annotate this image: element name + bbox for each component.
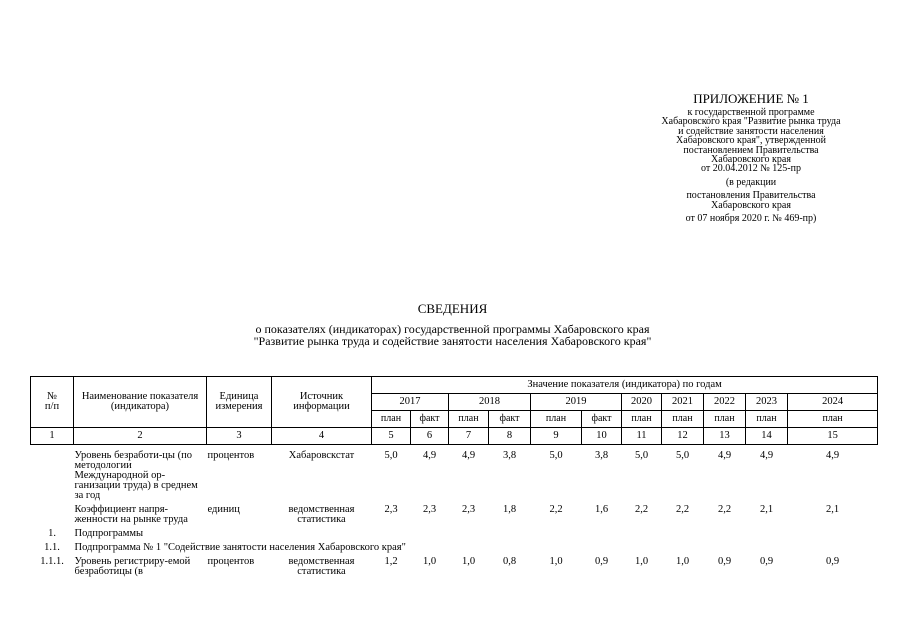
header-year: 2019: [531, 394, 622, 411]
appendix-line: Хабаровского края "Развитие рынка труда: [661, 116, 841, 128]
column-number: 4: [272, 428, 372, 445]
section-row: [31, 539, 878, 553]
subtitle-line-1: о показателях (индикаторах) государственной программы Хабаровского края: [255, 322, 650, 336]
indicator-value: 2,3: [384, 504, 398, 515]
indicator-value: 2,2: [634, 504, 649, 515]
appendix-block: [620, 92, 882, 223]
header-values-by-year: Значение показателя (индикатора) по годам: [372, 377, 878, 394]
indicator-value: 0,9: [826, 556, 840, 567]
document-subtitle: [0, 323, 905, 347]
indicator-value: 5,0: [675, 450, 690, 461]
indicator-value: 4,9: [422, 450, 437, 461]
header-fact: факт: [489, 411, 531, 428]
header-plan: план: [704, 411, 746, 428]
table-row: [31, 553, 878, 577]
indicator-name: Коэффициент напря-женности на рынке труда: [74, 504, 188, 525]
indicator-value: 4,9: [759, 450, 774, 461]
document-title: СВЕДЕНИЯ: [417, 301, 488, 316]
appendix-line: Хабаровского края", утвержденной: [676, 135, 826, 147]
header-year: 2023: [746, 394, 788, 411]
header-year: 2022: [704, 394, 746, 411]
indicator-value: 5,0: [384, 450, 398, 461]
column-number: 2: [74, 428, 207, 445]
indicator-value: 1,8: [502, 504, 517, 515]
header-year: 2017: [372, 394, 449, 411]
appendix-line: постановлением Правительства: [683, 144, 819, 156]
header-year: 2021: [662, 394, 704, 411]
column-number: 7: [449, 428, 489, 445]
indicator-value: 4,9: [461, 450, 476, 461]
indicator-value: 1,0: [461, 556, 476, 567]
header-plan: план: [622, 411, 662, 428]
header-fact: факт: [582, 411, 622, 428]
column-number: 10: [582, 428, 622, 445]
row-number: [31, 501, 74, 525]
indicator-value: 0,9: [759, 556, 774, 567]
header-num: № п/п: [31, 377, 74, 428]
appendix-line: к государственной программе: [687, 107, 815, 118]
indicator-value: 2,3: [461, 504, 476, 515]
row-number: 1.1.1.: [40, 556, 64, 567]
header-plan: план: [449, 411, 489, 428]
indicator-value: 2,1: [759, 504, 774, 515]
column-number: 12: [662, 428, 704, 445]
indicator-source: Хабаровскстат: [288, 450, 355, 461]
header-plan: план: [531, 411, 582, 428]
header-year: 2024: [788, 394, 878, 411]
edition-line: (в редакции: [725, 176, 777, 188]
header-plan: план: [746, 411, 788, 428]
indicators-table: [30, 376, 878, 577]
indicator-value: 1,0: [634, 556, 649, 567]
column-number: 13: [704, 428, 746, 445]
header-year: 2018: [449, 394, 531, 411]
subprogram-title: Подпрограмма № 1 "Содействие занятости населения Хабаровского края": [74, 542, 406, 553]
section-number: 1.1.: [44, 542, 60, 553]
indicator-source: ведомственная статистика: [288, 556, 355, 577]
indicator-value: 5,0: [634, 450, 649, 461]
indicator-value: 3,8: [594, 450, 609, 461]
edition-line: постановления Правительства: [686, 190, 816, 202]
header-year: 2020: [622, 394, 662, 411]
header-plan: план: [788, 411, 878, 428]
indicator-value: 0,8: [502, 556, 517, 567]
indicator-value: 2,2: [549, 504, 563, 515]
appendix-line: от 20.04.2012 № 125-пр: [701, 163, 801, 175]
indicator-value: 2,3: [422, 504, 437, 515]
column-number: 3: [207, 428, 272, 445]
column-number: 14: [746, 428, 788, 445]
indicator-value: 1,0: [675, 556, 690, 567]
indicator-value: 1,6: [594, 504, 609, 515]
indicator-name: Уровень безработи-цы (по методологии Международной ор-ганизации труда) в среднем за год: [74, 450, 198, 501]
indicator-value: 4,9: [826, 450, 840, 461]
section-number: 1.: [48, 528, 56, 539]
header-plan: план: [372, 411, 411, 428]
indicator-value: 5,0: [549, 450, 563, 461]
indicator-value: 1,2: [384, 556, 398, 567]
edition-line: от 07 ноября 2020 г. № 469-пр): [685, 213, 817, 225]
indicator-source: ведомственная статистика: [288, 504, 355, 525]
table-row: [31, 501, 878, 525]
header-unit: Единица измерения: [207, 377, 272, 428]
indicator-value: 1,0: [422, 556, 437, 567]
indicator-value: 2,2: [717, 504, 732, 515]
indicator-value: 4,9: [717, 450, 732, 461]
subtitle-line-2: "Развитие рынка труда и содействие занятости населения Хабаровского края": [253, 334, 652, 348]
appendix-line: и содействие занятости населения: [678, 125, 824, 137]
header-plan: план: [662, 411, 704, 428]
indicator-unit: процентов: [207, 450, 255, 461]
indicator-value: 0,9: [594, 556, 609, 567]
section-title: Подпрограммы: [74, 528, 144, 539]
appendix-title: ПРИЛОЖЕНИЕ № 1: [693, 91, 809, 106]
column-number: 15: [788, 428, 878, 445]
header-name: Наименование показателя (индикатора): [74, 377, 207, 428]
row-number: [31, 445, 74, 502]
column-number: 11: [622, 428, 662, 445]
table-row: [31, 445, 878, 502]
indicator-value: 2,2: [675, 504, 690, 515]
edition-line: Хабаровского края: [711, 199, 791, 211]
column-number: 6: [411, 428, 449, 445]
section-row: [31, 525, 878, 539]
indicator-unit: процентов: [207, 556, 255, 567]
header-fact: факт: [411, 411, 449, 428]
column-number: 1: [31, 428, 74, 445]
indicator-value: 2,1: [826, 504, 840, 515]
column-number: 5: [372, 428, 411, 445]
indicator-value: 0,9: [717, 556, 732, 567]
indicator-unit: единиц: [207, 504, 240, 515]
column-number: 8: [489, 428, 531, 445]
indicator-name: Уровень регистриру-емой безработицы (в: [74, 556, 191, 577]
indicator-value: 3,8: [502, 450, 517, 461]
appendix-line: Хабаровского края: [711, 154, 791, 166]
column-number: 9: [531, 428, 582, 445]
indicator-value: 1,0: [549, 556, 563, 567]
header-source: Источник информации: [272, 377, 372, 428]
